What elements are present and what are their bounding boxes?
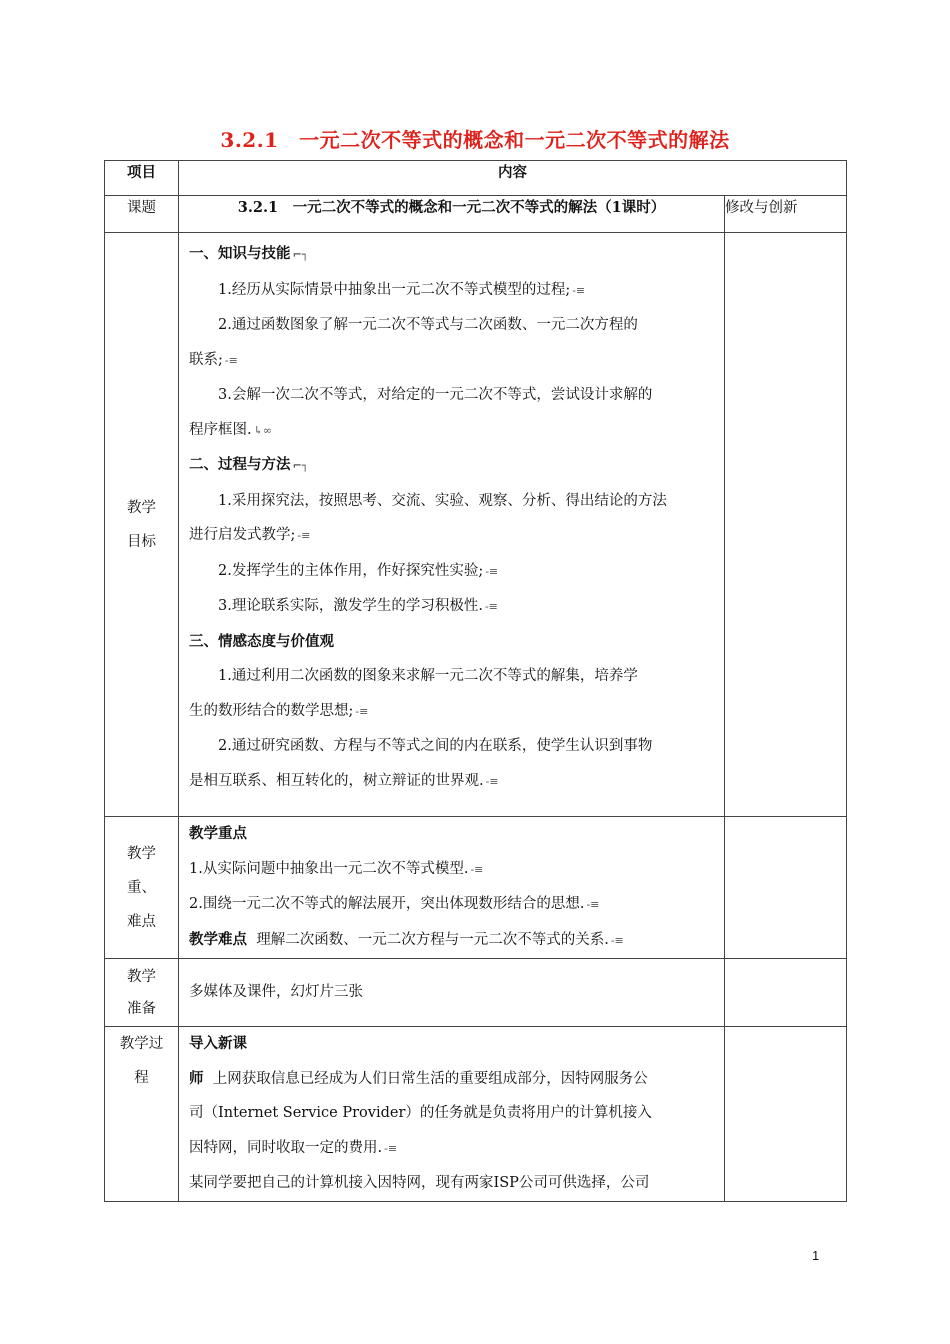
revision-note: 修改与创新 [725,196,847,233]
process-label-line2: 程 [134,1070,149,1086]
focus-row [105,817,847,959]
process-label [105,1027,179,1202]
key-points-title: 教学重点 [189,825,247,842]
difficulty-line: 教学难点 理解二次函数、一元二次方程与一元二次不等式的关系. -≡ [189,930,624,948]
table-header-row [105,161,847,196]
page-number: 1 [812,1248,820,1263]
list-item: 3.理论联系实际，激发学生的学习积极性. -≡ [218,598,498,614]
focus-label-line3: 难点 [127,913,156,930]
focus-label [105,817,179,959]
focus-label-line2: 重、 [127,879,156,896]
header-content: 内容 [179,161,847,196]
prep-label-line2: 准备 [127,1000,156,1017]
list-item: 1.从实际问题中抽象出一元二次不等式模型. -≡ [189,860,484,877]
paragraph-line: 因特网，同时收取一定的费用. -≡ [189,1139,398,1156]
section-values-title: 三、情感态度与价值观 [189,632,334,650]
lesson-plan-table [104,160,847,1202]
paragraph-mark-icon: ⌐┐ [292,459,309,472]
focus-note-cell [725,817,847,959]
paragraph-mark-icon: -≡ [470,862,484,876]
list-item: 2.发挥学生的主体作用，作好探究性实验; -≡ [218,562,499,579]
objectives-label-line1: 教学 [127,499,156,516]
paragraph-line: 某同学要把自己的计算机接入因特网，现有两家ISP公司可供选择，公司 [189,1175,650,1191]
paragraph-mark-icon: -≡ [224,353,238,367]
teacher-tag: 师 [189,1069,204,1087]
list-item-cont: 联系; -≡ [189,351,238,368]
paragraph-mark-icon: -≡ [384,1141,398,1155]
focus-label-line1: 教学 [127,845,156,862]
list-item: 1.采用探究法，按照思考、交流、实验、观察、分析、得出结论的方法 [218,492,667,509]
paragraph-line: 司（Internet Service Provider）的任务就是负责将用户的计算机接入 [189,1105,652,1121]
process-content [179,1027,725,1202]
list-item: 2.围绕一元二次不等式的解法展开，突出体现数形结合的思想. -≡ [189,896,600,912]
document-title: 3.2.1 一元二次不等式的概念和一元二次不等式的解法 [220,128,730,152]
focus-content [179,817,725,959]
difficulty-title: 教学难点 [189,930,247,948]
list-item-cont: 生的数形结合的数学思想; -≡ [189,702,369,719]
paragraph-mark-icon: -≡ [485,774,499,788]
prep-row [105,959,847,1027]
paragraph-mark-icon: -≡ [586,898,600,911]
prep-label-line1: 教学 [127,968,156,985]
list-item: 2.通过函数图象了解一元二次不等式与二次函数、一元二次方程的 [218,317,638,333]
topic-row [105,196,847,233]
list-item: 1.通过利用二次函数的图象来求解一元二次不等式的解集，培养学 [218,668,638,684]
objectives-content [179,233,725,817]
paragraph-mark-icon: ⌐┐ [292,248,309,261]
list-item: 2.通过研究函数、方程与不等式之间的内在联系，使学生认识到事物 [218,738,653,754]
section-process-title: 二、过程与方法 ⌐┐ [189,456,309,473]
process-row [105,1027,847,1202]
section-knowledge-title: 一、知识与技能 ⌐┐ [189,245,309,262]
prep-content: 多媒体及课件，幻灯片三张 [179,959,725,1027]
paragraph-mark-icon: ↳∞ [253,423,272,437]
prep-note-cell [725,959,847,1027]
process-note-cell [725,1027,847,1202]
topic-text: 3.2.1 一元二次不等式的概念和一元二次不等式的解法（1课时） [179,196,725,233]
paragraph-mark-icon: -≡ [485,564,499,578]
paragraph-mark-icon: -≡ [484,600,498,613]
intro-title: 导入新课 [189,1035,247,1052]
list-item-cont: 进行启发式教学; -≡ [189,527,311,543]
prep-label [105,959,179,1027]
header-item: 项目 [105,161,179,196]
objectives-label [105,233,179,817]
paragraph-mark-icon: -≡ [355,704,369,718]
paragraph-mark-icon: -≡ [610,933,624,947]
objectives-label-line2: 目标 [127,533,156,550]
list-item-cont: 程序框图. ↳∞ [189,421,272,438]
paragraph-line: 师 上网获取信息已经成为人们日常生活的重要组成部分，因特网服务公 [189,1069,648,1087]
objectives-row [105,233,847,817]
paragraph-mark-icon: -≡ [297,529,311,542]
list-item-cont: 是相互联系、相互转化的，树立辩证的世界观. -≡ [189,772,499,789]
topic-label: 课题 [105,196,179,233]
objectives-note-cell [725,233,847,817]
list-item: 3.会解一次二次不等式，对给定的一元二次不等式，尝试设计求解的 [218,387,653,403]
process-label-line1: 教学过 [119,1036,164,1052]
list-item: 1.经历从实际情景中抽象出一元二次不等式模型的过程; -≡ [218,281,586,298]
paragraph-mark-icon: -≡ [572,283,586,297]
